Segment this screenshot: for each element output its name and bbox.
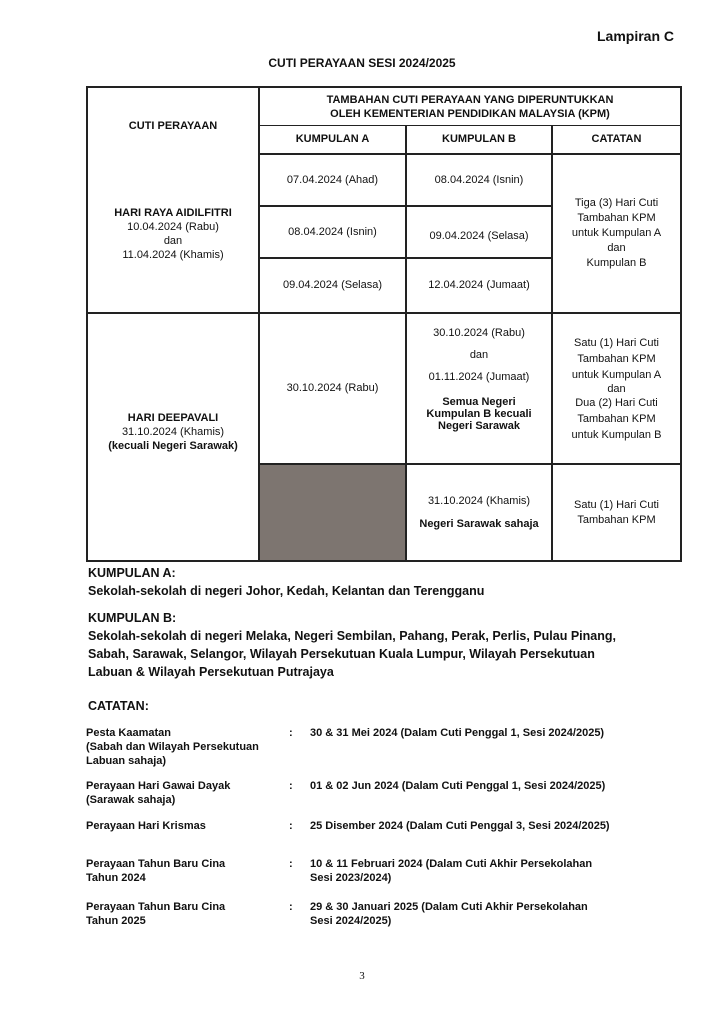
header-tambahan-cuti <box>260 88 680 125</box>
note-label-line: Perayaan Hari Krismas <box>86 820 206 832</box>
kumpulan-b-title: KUMPULAN B: <box>88 611 177 625</box>
deepavali-holiday-cell <box>88 404 258 460</box>
deepavali-row2-b <box>407 465 551 560</box>
note-value-line: 30 & 31 Mei 2024 (Dalam Cuti Penggal 1, Sesi 2024/2025) <box>310 727 605 739</box>
deepavali-b-conj: dan <box>469 349 489 361</box>
note-line: Tambahan KPM <box>577 513 656 526</box>
header-tambahan-line2: OLEH KEMENTERIAN PENDIDIKAN MALAYSIA (KPM) <box>330 107 610 120</box>
deepavali-row1-b <box>407 322 551 456</box>
header-kumpulan-b: KUMPULAN B <box>442 133 516 145</box>
aidilfitri-conj: dan <box>163 234 183 247</box>
note-line: Kumpulan B <box>586 257 647 269</box>
kumpulan-b-line1: Sekolah-sekolah di negeri Melaka, Negeri Sembilan, Pahang, Perak, Perlis, Pulau Pinang, <box>88 629 616 643</box>
aidilfitri-holiday-cell <box>88 155 258 312</box>
kumpulan-a-text: Sekolah-sekolah di negeri Johor, Kedah, Kelantan dan Terengganu <box>88 584 485 598</box>
note-label-line: Perayaan Tahun Baru Cina <box>86 901 226 913</box>
aidilfitri-note <box>553 155 680 312</box>
deepavali-b-bold-line: Kumpulan B kecuali <box>426 408 532 420</box>
deepavali-b-bold-line: Negeri Sarawak <box>438 420 520 432</box>
note-label <box>86 900 286 928</box>
deepavali-name: HARI DEEPAVALI <box>127 412 219 424</box>
note-value-line: 25 Disember 2024 (Dalam Cuti Penggal 3, Sesi 2024/2025) <box>310 820 610 832</box>
deepavali-row2-bold: Negeri Sarawak sahaja <box>419 517 539 530</box>
note-value-line: 01 & 02 Jun 2024 (Dalam Cuti Penggal 1, Sesi 2024/2025) <box>310 780 606 792</box>
note-label <box>86 819 286 833</box>
note-value <box>310 819 640 833</box>
header-cuti-perayaan: CUTI PERAYAAN <box>128 119 218 132</box>
kumpulan-a-title: KUMPULAN A: <box>88 566 176 580</box>
note-line: untuk Kumpulan A <box>571 368 662 381</box>
note-label-line: Perayaan Tahun Baru Cina <box>86 858 226 870</box>
note-value <box>310 857 640 885</box>
aidilfitri-name: HARI RAYA AIDILFITRI <box>114 206 232 219</box>
note-colon: : <box>289 780 293 792</box>
note-label-line: Tahun 2024 <box>86 872 146 884</box>
note-line: Satu (1) Hari Cuti <box>574 336 659 349</box>
header-kumpulan-a: KUMPULAN A <box>295 133 370 145</box>
note-line: Tambahan KPM <box>577 352 656 365</box>
deepavali-b-date1: 30.10.2024 (Rabu) <box>433 327 525 339</box>
deepavali-row1-a: 30.10.2024 (Rabu) <box>286 382 379 394</box>
header-catatan: CATATAN <box>591 133 642 145</box>
note-value-line: Sesi 2023/2024) <box>310 872 392 884</box>
attachment-label: Lampiran C <box>596 28 674 44</box>
note-label-line: Perayaan Hari Gawai Dayak <box>86 780 231 792</box>
header-tambahan-line1: TAMBAHAN CUTI PERAYAAN YANG DIPERUNTUKKAN <box>326 93 614 106</box>
note-label <box>86 857 286 885</box>
note-line: Satu (1) Hari Cuti <box>574 498 659 511</box>
document-title: CUTI PERAYAAN SESI 2024/2025 <box>268 56 456 70</box>
note-value-line: Sesi 2024/2025) <box>310 915 392 927</box>
deepavali-row1-note <box>553 314 680 463</box>
aidilfitri-date1: 10.04.2024 (Rabu) <box>127 220 219 233</box>
deepavali-row2-date: 31.10.2024 (Khamis) <box>427 494 531 507</box>
note-line: dan <box>607 382 626 395</box>
deepavali-b-date2: 01.11.2024 (Jumaat) <box>428 371 530 383</box>
note-colon: : <box>289 727 293 739</box>
note-line: Dua (2) Hari Cuti <box>575 396 658 409</box>
aidilfitri-row2-b: 09.04.2024 (Selasa) <box>429 229 529 242</box>
page-number: 3 <box>359 970 365 982</box>
note-colon: : <box>289 901 293 913</box>
note-line: Tiga (3) Hari Cuti <box>574 197 659 209</box>
note-label-line: (Sarawak sahaja) <box>86 794 176 806</box>
note-value <box>310 900 640 928</box>
note-label <box>86 726 286 768</box>
kumpulan-b-line3: Labuan & Wilayah Persekutuan Putrajaya <box>88 665 334 679</box>
deepavali-row2-note <box>553 465 680 560</box>
note-label-line: Tahun 2025 <box>86 915 146 927</box>
aidilfitri-row3-b: 12.04.2024 (Jumaat) <box>428 279 530 291</box>
aidilfitri-date2: 11.04.2024 (Khamis) <box>122 248 224 261</box>
note-line: Tambahan KPM <box>577 212 656 224</box>
aidilfitri-row3-a: 09.04.2024 (Selasa) <box>282 279 383 291</box>
note-line: Tambahan KPM <box>577 412 656 425</box>
holiday-table <box>86 86 682 562</box>
note-label-line: (Sabah dan Wilayah Persekutuan <box>86 741 259 753</box>
note-value-line: 10 & 11 Februari 2024 (Dalam Cuti Akhir Persekolahan <box>310 858 593 870</box>
note-value <box>310 726 640 740</box>
empty-shaded-cell <box>259 463 405 562</box>
aidilfitri-row2-a: 08.04.2024 (Isnin) <box>288 225 377 238</box>
aidilfitri-row1-a: 07.04.2024 (Ahad) <box>286 173 379 186</box>
deepavali-exception: (kecuali Negeri Sarawak) <box>108 440 238 452</box>
note-line: dan <box>607 242 626 254</box>
note-label-line: Labuan sahaja) <box>86 755 167 767</box>
note-colon: : <box>289 858 293 870</box>
catatan-title: CATATAN: <box>88 699 149 713</box>
note-label-line: Pesta Kaamatan <box>86 727 171 739</box>
note-colon: : <box>289 820 293 832</box>
aidilfitri-row1-b: 08.04.2024 (Isnin) <box>434 173 524 186</box>
note-label <box>86 779 286 807</box>
note-value-line: 29 & 30 Januari 2025 (Dalam Cuti Akhir Persekolahan <box>310 901 588 913</box>
kumpulan-b-line2: Sabah, Sarawak, Selangor, Wilayah Persekutuan Kuala Lumpur, Wilayah Persekutuan <box>88 647 595 661</box>
note-value <box>310 779 640 793</box>
note-line: untuk Kumpulan A <box>571 227 662 239</box>
deepavali-b-bold-line: Semua Negeri <box>442 396 516 408</box>
deepavali-date: 31.10.2024 (Khamis) <box>121 426 225 438</box>
note-line: untuk Kumpulan B <box>571 428 662 441</box>
